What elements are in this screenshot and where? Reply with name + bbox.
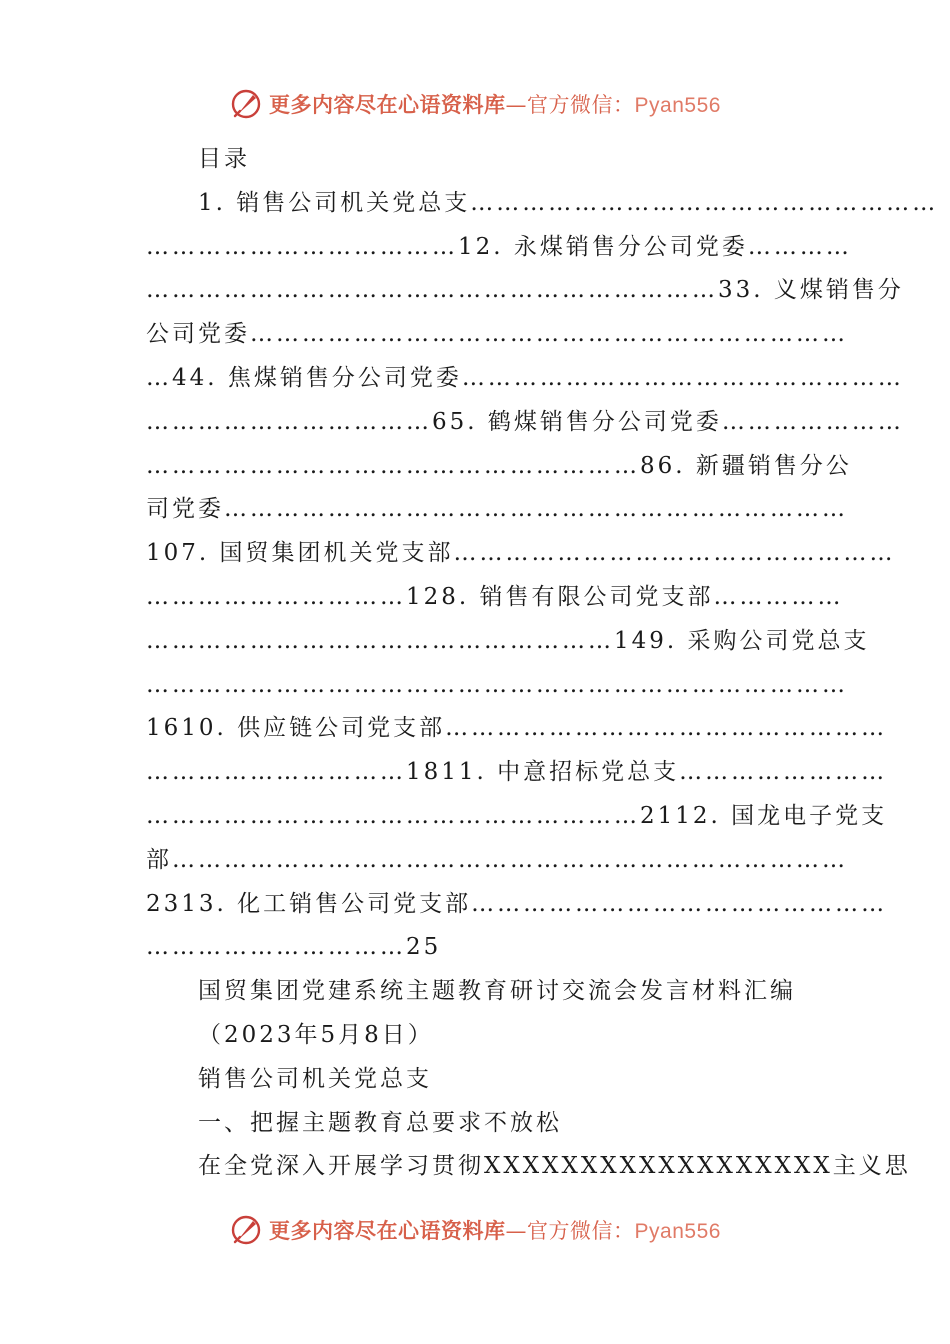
body-paragraph: 在全党深入开展学习贯彻XXXXXXXXXXXXXXXXXX主义思 (198, 1153, 911, 1180)
section-heading: 一、把握主题教育总要求不放松 (198, 1109, 562, 1136)
toc-line: …………………………………………………86. 新疆销售分公 (146, 452, 852, 479)
footer-watermark (0, 1210, 950, 1250)
watermark-main: 更多内容尽在心语资料库 (269, 93, 506, 117)
watermark-text (269, 89, 721, 119)
toc-line: …………………………128. 销售有限公司党支部…………… (146, 583, 844, 610)
toc-line: …44. 焦煤销售分公司党委…………………………………………… (146, 364, 904, 391)
toc-line: 部…………………………………………………………………… (146, 846, 848, 873)
toc-line: …………………………1811. 中意招标党总支…………………… (146, 759, 888, 786)
watermark-wechat-label: 官方微信： (527, 93, 635, 117)
watermark-dash: — (505, 1219, 528, 1243)
section-name: 销售公司机关党总支 (198, 1065, 432, 1092)
toc-line: 司党委……………………………………………………………… (146, 496, 848, 523)
toc-list (146, 182, 939, 970)
document-date: （2023年5月8日） (198, 1021, 434, 1048)
document-title: 国贸集团党建系统主题教育研讨交流会发言材料汇编 (198, 978, 796, 1005)
watermark-dash: — (505, 93, 528, 117)
toc-line: ……………………………65. 鹤煤销售分公司党委………………… (146, 408, 904, 435)
toc-line: 1. 销售公司机关党总支……………………………………………… (198, 189, 939, 216)
toc-line: ……………………………………………………………………… (146, 671, 848, 698)
document-content (146, 138, 939, 1189)
toc-line: 1610. 供应链公司党支部…………………………………………… (146, 715, 888, 742)
header-watermark (0, 84, 950, 124)
watermark-main: 更多内容尽在心语资料库 (269, 1219, 506, 1243)
toc-line: ………………………………12. 永煤销售分公司党委………… (146, 233, 852, 260)
watermark-text (269, 1215, 721, 1245)
watermark-wechat-id: Pyan556 (634, 94, 721, 117)
toc-line: …………………………………………………2112. 国龙电子党支 (146, 802, 888, 829)
toc-line: 公司党委…………………………………………………………… (146, 321, 848, 348)
quill-pen-logo-icon (229, 87, 263, 121)
toc-heading: 目录 (198, 146, 250, 172)
watermark-wechat-id: Pyan556 (634, 1220, 721, 1243)
toc-line: …………………………………………………………33. 义煤销售分 (146, 277, 904, 304)
toc-line: …………………………25 (146, 934, 442, 961)
toc-line: 107. 国贸集团机关党支部…………………………………………… (146, 540, 896, 567)
toc-line: 2313. 化工销售公司党支部………………………………………… (146, 890, 888, 917)
quill-pen-logo-icon (229, 1213, 263, 1247)
toc-line: ………………………………………………149. 采购公司党总支 (146, 627, 870, 654)
watermark-wechat-label: 官方微信： (527, 1219, 635, 1243)
